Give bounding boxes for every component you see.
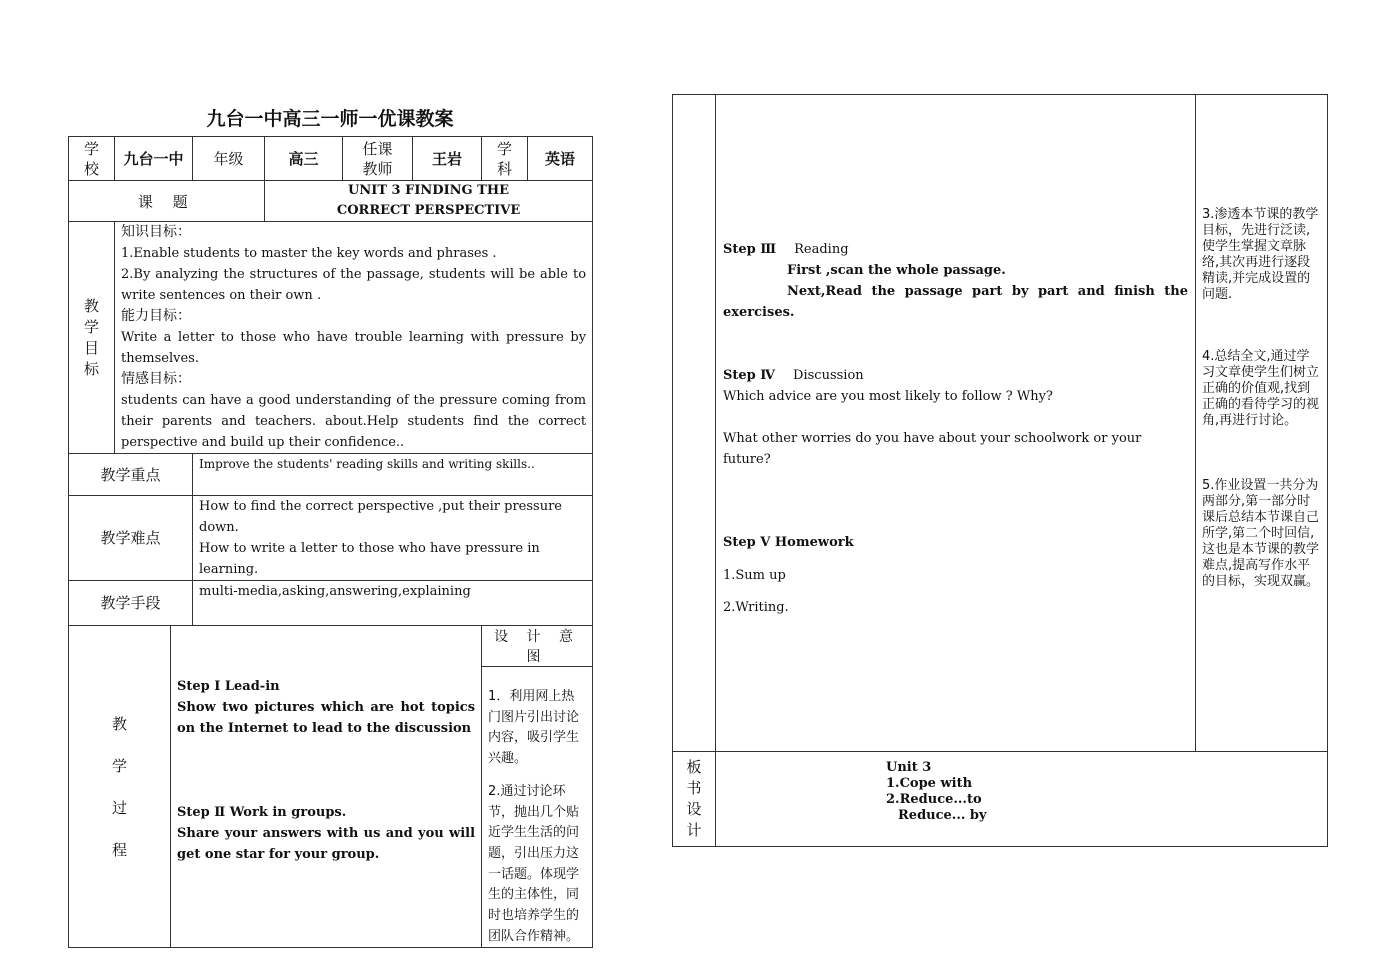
lesson-plan-continued-table [672,94,1328,847]
design-intent-content [482,667,593,948]
emotion-item-1: students can have a good understanding of the pressure coming from their parents and teachers. about.Help students find the correct perspective and build up their confidence.. [121,393,587,450]
teacher-value: 王岩 [413,137,482,181]
step1-title: Step Ⅰ Lead-in [177,679,280,694]
process-label: 教学过程 [69,626,171,948]
difficult-points-content [193,496,593,581]
step2-title: Step Ⅱ Work in groups. [177,805,347,820]
school-value: 九台一中 [115,137,193,181]
step2-body: Share your answers with us and you will get one star for your group. [177,826,476,862]
lesson-plan-table [68,136,593,948]
step3-line-1: First ,scan the whole passage. [787,263,1006,278]
grade-value: 高三 [265,137,343,181]
difficult-points-label: 教学难点 [69,496,193,581]
design-intent-1: 1．利用网上热门图片引出讨论内容，吸引学生兴趣。 [488,689,580,767]
design-intent-3: 3.渗透本节课的教学目标，先进行泛读,使学生掌握文章脉络,其次再进行逐段精读,并完成设置的问题. [1202,207,1319,302]
design-intent-2: 2.通过讨论环节，抛出几个贴近学生生活的问题，引出压力这一话题。体现学生的主体性，同时也培养学生的团队合作精神。 [488,783,580,944]
teacher-label: 任课教师 [343,137,413,181]
step5-item-2: 2.Writing. [723,600,789,615]
board-line-1: Unit 3 [886,760,932,775]
process-content [171,626,482,948]
objectives-content [115,222,593,454]
school-label: 学校 [69,137,115,181]
left-margin-cell [673,95,716,752]
step5-item-1: 1.Sum up [723,568,786,583]
teaching-means-label: 教学手段 [69,581,193,626]
topic-label: 课 题 [69,181,265,222]
step4-question-1: Which advice are you most likely to follow ? Why? [723,389,1053,404]
board-line-4: Reduce... by [898,808,987,823]
design-intent-header: 设 计 意 图 [482,626,593,667]
emotion-heading: 情感目标： [121,371,191,387]
step4-question-2: What other worries do you have about your schoolwork or your future? [723,431,1142,467]
teaching-means-value: multi-media,asking,answering,explaining [193,581,593,626]
step4-heading: Step Ⅳ Discussion [723,368,864,383]
step5-heading: Step V Homework [723,535,854,550]
subject-value: 英语 [528,137,593,181]
grade-label: 年级 [193,137,265,181]
topic-value: UNIT 3 FINDING THE CORRECT PERSPECTIVE [265,181,593,222]
board-design-label: 板书设计 [673,752,716,847]
difficult-point-2: How to write a letter to those who have pressure in learning. [199,541,540,577]
step3-heading: Step Ⅲ Reading [723,242,849,257]
board-line-3: 2.Reduce...to [886,792,982,807]
subject-label: 学科 [482,137,528,181]
knowledge-heading: 知识目标： [121,224,191,240]
difficult-point-1: How to find the correct perspective ,put their pressure down. [199,499,562,535]
knowledge-item-1: 1.Enable students to master the key words and phrases . [121,246,497,261]
board-line-2: 1.Cope with [886,776,973,791]
page-title: 九台一中高三一师一优课教案 [206,108,454,130]
design-intent-5: 5.作业设置一共分为两部分,第一部分时课后总结本节课自己所学,第二个时回信,这也是本节课的教学难点,提高写作水平的目标，实现双赢。 [1202,478,1320,589]
design-intent-4: 4.总结全文,通过学习文章使学生们树立正确的价值观,找到正确的看待学习的视角,再进行讨论。 [1202,349,1320,428]
key-points-value: Improve the students' reading skills and writing skills.. [193,454,593,496]
knowledge-item-2: 2.By analyzing the structures of the passage, students will be able to write sentences on their own . [121,267,587,303]
ability-item-1: Write a letter to those who have trouble learning with pressure by themselves. [121,330,587,366]
step1-body: Show two pictures which are hot topics on the Internet to lead to the discussion [177,700,476,736]
key-points-label: 教学重点 [69,454,193,496]
step3-line-2: Next,Read the passage part by part and finish the exercises. [723,284,1188,320]
process-continued [716,95,1196,752]
board-design-content [716,752,1328,847]
design-intent-continued [1196,95,1328,752]
ability-heading: 能力目标： [121,308,191,324]
objectives-label: 教学目标 [69,222,115,454]
